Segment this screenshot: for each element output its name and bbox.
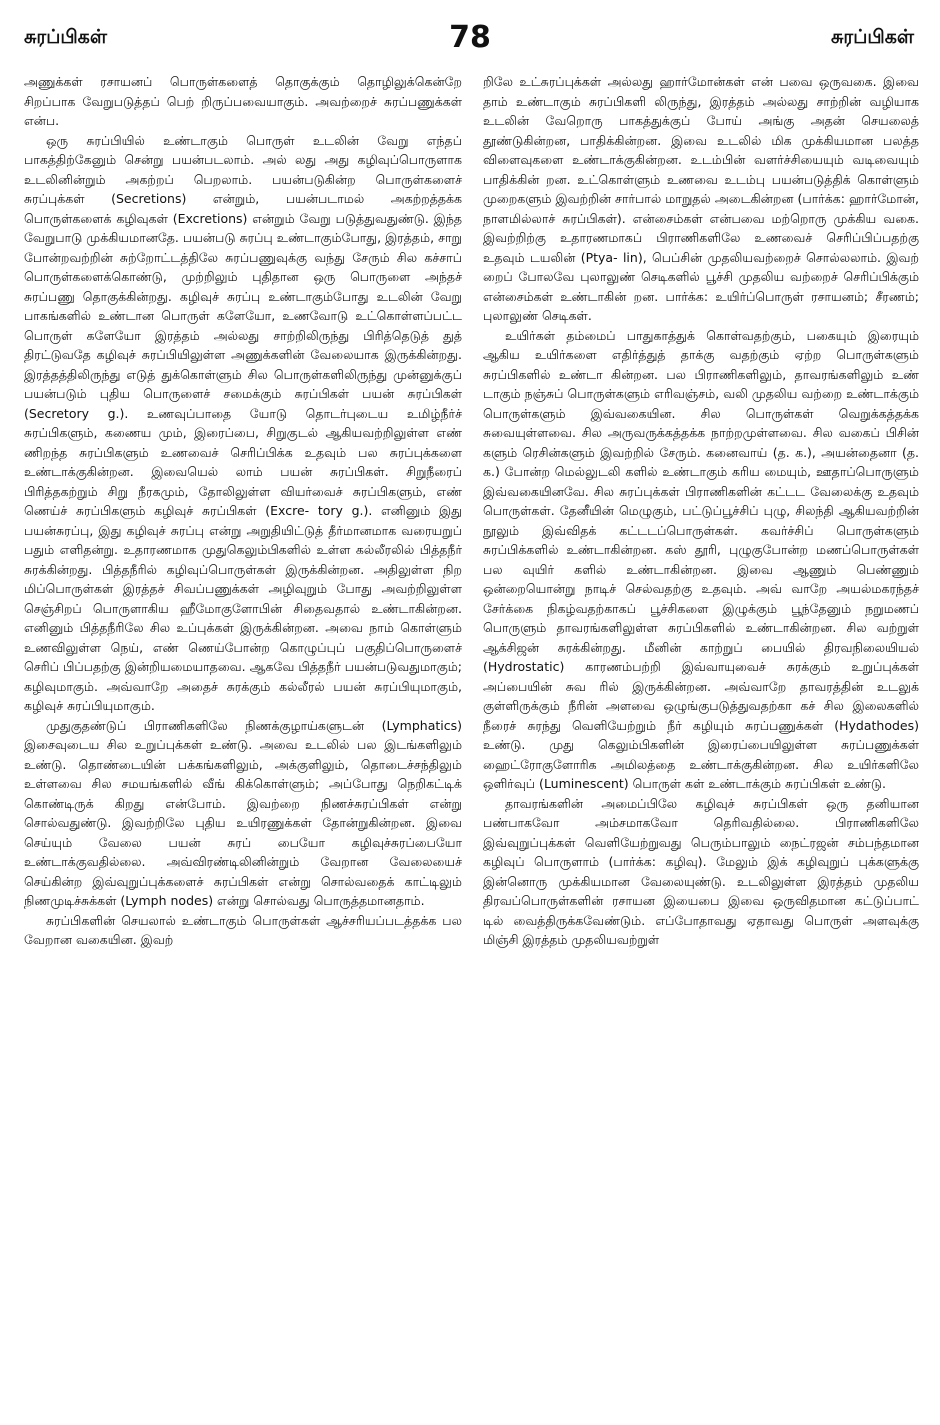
- paragraph: சுரப்பிகளின் செயலால் உண்டாகும் பொருள்கள் ஆச்சரியப்படத்தக்க பல வேறான வகையின. இவற்: [24, 912, 462, 947]
- paragraph: முதுகுதண்டுப் பிராணிகளிலே நிணக்குழாய்களுடன் (Lymphatics) இசைவுடைய சில உறுப்புக்கள் உண்டு. அவை உடலில் பல இடங்களிலும் உண்டு. தொண்டையின் பக்கங்களிலும், அக்குளிலும், தொடைச்சந்திலும் உள்ளவை சில சமயங்களில் வீங் கிக்கொள்ளும்; அப்போது நெறிகட்டிக் கொண்டிருக் கிறது என்போம். இவற்றை நிணச்சுரப்பிகள் என்று சொல்வதுண்டு. இவற்றிலே புதிய உயிரணுக்கள் தோன்றுகின்றன. இவை செய்யும் வேலை பயன் சுரப் பையோ கழிவுச்சுரப்பையோ உண்டாக்குவதில்லை. அவ்விரண்டிலினின்றும் வேறான வேலையைச் செய்கின்ற இவ்வுறுப்புக்களைச் சுரப்பிகள் என்று சொல்வதைக் காட்டிலும் நிணமுடிச்சுக்கள் (Lymph nodes) என்று சொல்வது பொருத்தமானதாம்.: [24, 717, 462, 908]
- page-number: 78: [449, 20, 491, 55]
- paragraph: தாவரங்களின் அமைப்பிலே கழிவுச் சுரப்பிகள் ஒரு தனியான பண்பாகவோ அம்சமாகவோ தெரிவதில்லை. பிராணிகளிலே இவ்வுறுப்புக்கள் வெளியேற்றுவது பெரும்பாலும் நைட்ரஜன் சம்பந்தமான கழிவுப் பொருளாம் (பார்க்க: கழிவு). மேலும் இக் கழிவுறுப் புக்களுக்கு இன்னொரு முக்கியமான வேலையுண்டு. உடலிலுள்ள இரத்தம் முதலிய திரவப்பொருள்களின் ரசாயன இயைபை இவை ஒருவிதமான கட்டுப்பாட் டில் வைத்திருக்கவேண்டும். எப்போதாவது ஏதாவது பொருள் அளவுக்கு மிஞ்சி இரத்தம் முதலியவற்றுள்: [483, 795, 919, 947]
- right-column: [483, 72, 919, 1395]
- paragraph: ஒரு சுரப்பியில் உண்டாகும் பொருள் உடலின் வேறு எந்தப் பாகத்திற்கேனும் சென்று பயன்படலாம். அல் லது அது கழிவுப்பொருளாக உடலினின்றும் அகற்றப் பெறலாம். பயன்படுகின்ற பொருள்களைச் சுரப்புக்கள் (Secretions) என்றும், பயன்படாமல் அகற்றத்தக்க பொருள்களைக் கழிவுகள் (Excretions) என்றும் வேறு படுத்துவதுண்டு. இந்த வேறுபாடு முக்கியமானதே. பயன்படு சுரப்பு உண்டாகும்போது, இரத்தம், சாறு போன்றவற்றின் சுற்றோட்டத்திலே சுரப்பணுவுக்கு வந்து சேரும் சில கச்சாப் பொருள்களைக்கொண்டு, முற்றிலும் புதிதான ஒரு பொருளை அந்தச் சுரப்பணு தொகுக்கின்றது. கழிவுச் சுரப்பு உண்டாகும்போது உடலின் வேறு பாகங்களில் உண்டான பொருள் களேயோ, உணவோடு உட்கொள்ளப்பட்ட பொருள் களேயோ இரத்தம் அல்லது சாற்றிலிருந்து பிரித்தெடுத் துத் திரட்டுவதே கழிவுச் சுரப்பியிலுள்ள அணுக்களின் வேலையாக இருக்கின்றது. இரத்தத்திலிருந்து எடுத் துக்கொள்ளும் சில பொருள்களிலிருந்து முன்னுக்குப் பயன்படும் புதிய பொருளைச் சமைக்கும் சுரப்பிகள் பயன் சுரப்பிகள் (Secretory g.). உணவுப்பாதை யோடு தொடர்புடைய உமிழ்நீர்ச் சுரப்பிகளும், கணைய மும், இரைப்பை, சிறுகுடல் ஆகியவற்றிலுள்ள எண் ணிறந்த சுரப்பிகளும் உணவைச் செரிப்பிக்க உதவும் பல சுரப்புக்களை உண்டாக்குகின்றன. இவையெல் லாம் பயன் சுரப்பிகள். சிறுநீரைப் பிரித்தகற்றும் சிறு நீரகமும், தோலிலுள்ள வியர்வைச் சுரப்பிகளும், எண் ணெய்ச் சுரப்பிகளும் கழிவுச் சுரப்பிகள் (Excre- tory g.). எனினும் இது பயன்சுரப்பு, இது கழிவுச் சுரப்பு என்று அறுதியிட்டுத் தீர்மானமாக வரையறுப் பதும் எளிதன்று. உதாரணமாக முதுகெலும்பிகளில் உள்ள கல்லீரலில் பித்தநீர் சுரக்கின்றது. பித்தநீரில் கழிவுப்பொருள்கள் இருக்கின்றன. அதிலுள்ள நிற மிப்பொருள்கள் இரத்தச் சிவப்பணுக்கள் அழிவுறும் போது அவற்றிலுள்ள செஞ்சிறப் பொருளாகிய ஹீமோகுளோபின் சிதைவதால் உண்டாகின்றன. எனினும் பித்தநீரிலே சில உப்புக்கள் இருக்கின்றன. அவை நாம் கொள்ளும் உணவிலுள்ள நெய், எண் ணெய்போன்ற கொழுப்புப் பகுதிப்பொருளைச் செரிப் பிப்பதற்கு இன்றியமையாதவை. ஆகவே பித்தநீர் பயன்படுவதுமாகும்; கழிவுமாகும். அவ்வாறே அதைச் சுரக்கும் கல்லீரல் பயன் சுரப்பியுமாகும், கழிவுச் சுரப்பியுமாகும்.: [24, 132, 462, 713]
- paragraph: றிலே உட்சுரப்புக்கள் அல்லது ஹார்மோன்கள் என் பவை ஒருவகை. இவை தாம் உண்டாகும் சுரப்பிகளி லிருந்து, இரத்தம் அல்லது சாற்றின் வழியாக உடலின் வேறொரு பாகத்துக்குப் போய் அங்கு அதன் செயலைத் தூண்டுகின்றன, பாதிக்கின்றன. இவை உடலில் மிக முக்கியமான பலத்த விளைவுகளை உண்டாக்குகின்றன. உடம்பின் வளர்ச்சியையும் வடிவையும் பாதிக்கின் றன. உட்கொள்ளும் உணவை உடம்பு பயன்படுத்திக் கொள்ளும் முறைகளும் இவற்றின் சார்பால் மாறுதல் அடைகின்றன (பார்க்க: ஹார்மோன், நாளமில்லாச் சுரப்பிகள்). என்சைம்கள் என்பவை மற்றொரு முக்கிய வகை. இவற்றிற்கு உதாரணமாகப் பிராணிகளிலே உணவைச் செரிப்பிப்பதற்கு உதவும் டயலின் (Ptya- lin), பெப்சின் முதலியவற்றைச் சொல்லலாம். இவற் றைப் போலவே புலாலுண் செடிகளில் பூச்சி முதலிய வற்றைச் செரிப்பிக்கும் என்சைம்கள் உண்டாகின் றன. பார்க்க: உயிர்ப்பொருள் ரசாயனம்; சீரணம்; புலாலுண் செடிகள்.: [483, 74, 919, 323]
- paragraph: உயிர்கள் தம்மைப் பாதுகாத்துக் கொள்வதற்கும், பகையும் இரையும் ஆகிய உயிர்களை எதிர்த்துத் தாக்கு வதற்கும் ஏற்ற பொருள்களும் சுரப்பிகளில் உண்டா கின்றன. பல பிராணிகளிலும், தாவரங்களிலும் உண் டாகும் நஞ்சுப் பொருள்களும் எரிவஞ்சம், வலி முதலிய வற்றை உண்டாக்கும் பொருள்களும் இவ்வகையின. சில பொருள்கள் வெறுக்கத்தக்க சுவையுள்ளவை. சில அருவருக்கத்தக்க நாற்றமுள்ளவை. சில வகைப் பிசின் களும் ரெசின்களும் இவற்றில் சேரும். கனைவாய் (த. க.), அயன்தைனா (த. க.) போன்ற மெல்லுடலி களில் உண்டாகும் கரிய மையும், ஊதாப்பொருளும் இவ்வகையினவே. சில சுரப்புக்கள் பிராணிகளின் கட்டட வேலைக்கு உதவும் பொருள்கள். தேனீயின் மெழுகும், பட்டுப்பூச்சிப் புழு, சிலந்தி ஆகியவற்றின் நூலும் இவ்விதக் கட்டடப்பொருள்கள். கவர்ச்சிப் பொருள்களும் சுரப்பிக்களில் உண்டாகின்றன. கஸ் தூரி, புழுகுபோன்ற மணப்பொருள்கள் பல வுயிர் களில் உண்டாகின்றன. இவை ஆணும் பெண்ணும் ஒன்றையொன்று நாடிச் செல்வதற்கு உதவும். அவ் வாறே அயல்மகரந்தச் சேர்க்கை நிகழ்வதற்காகப் பூச்சிகளை இழுக்கும் பூந்தேனும் நறுமணப் பொருளும் தாவரங்களிலுள்ள சுரப்பிகளில் உண்டாகின்றன. சில வற்றுள் ஆக்சிஜன் சுரக்கின்றது. மீனின் காற்றுப் பையில் திரவநிலையியல் (Hydrostatic) காரணம்பற்றி இவ்வாயுவைச் சுரக்கும் உறுப்புக்கள் அப்பையின் சுவ ரில் இருக்கின்றன. அவ்வாறே தாவரத்தின் உடலுக் குள்ளிருக்கும் நீரின் அளவை ஒழுங்குபடுத்துவதற்கா கச் சில இலைகளில் நீரைச் சுரந்து வெளியேற்றும் நீர் கழியும் சுரப்பணுக்கள் (Hydathodes) உண்டு. முது கெலும்பிகளின் இரைப்பையிலுள்ள சுரப்பணுக்கள் ஹைட்ரோகுளோரிக அமிலத்தை உண்டாக்குகின்றன. சில உயிர்களிலே ஒளிர்வுப் (Luminescent) பொருள் கள் உண்டாக்கும் சுரப்பிகள் உண்டு.: [483, 327, 919, 791]
- page-header: [0, 0, 940, 62]
- left-column: [24, 72, 462, 1395]
- running-head-left: சுரப்பிகள்: [24, 26, 107, 48]
- running-head-right: சுரப்பிகள்: [831, 26, 914, 48]
- paragraph: அணுக்கள் ரசாயனப் பொருள்களைத் தொகுக்கும் தொழிலுக்கென்றே சிறப்பாக வேறுபடுத்தப் பெற் றிருப்பவையாகும். அவற்றைச் சுரப்பணுக்கள் என்ப.: [24, 74, 462, 128]
